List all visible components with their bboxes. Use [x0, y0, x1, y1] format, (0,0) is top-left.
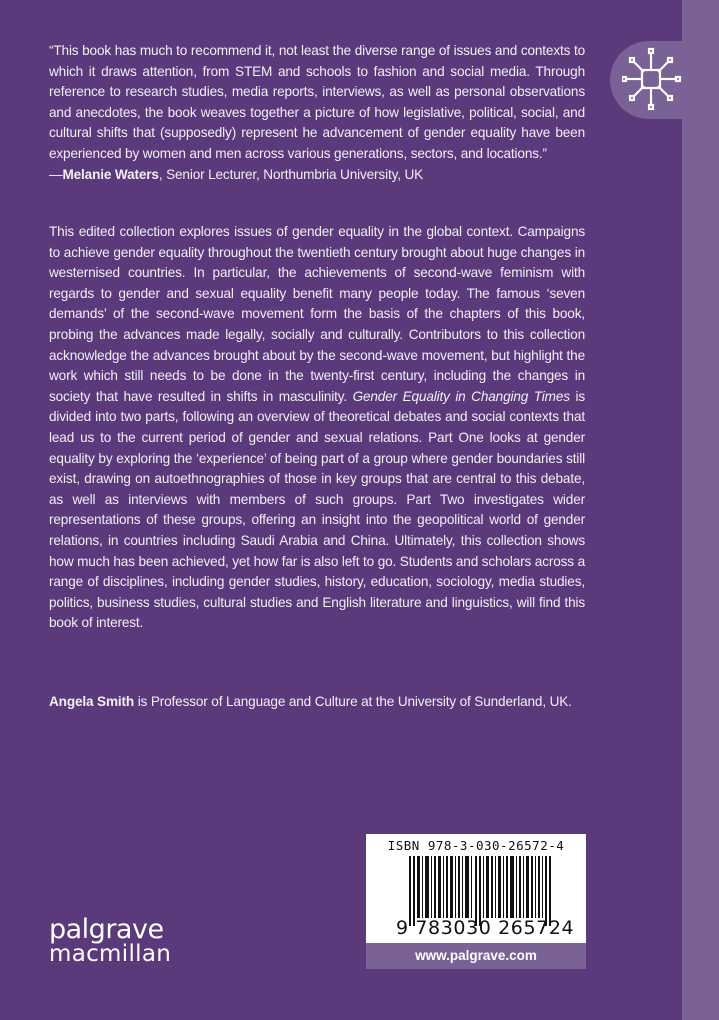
- quote-attribution-name: Melanie Waters: [62, 166, 159, 182]
- quote-attribution-role: , Senior Lecturer, Northumbria University, UK: [158, 166, 424, 182]
- isbn-label: ISBN 978-3-030-26572-4: [387, 838, 565, 853]
- publisher-logo: [49, 914, 172, 967]
- author-bio: [49, 692, 585, 713]
- logo-line-palgrave: palgrave: [49, 914, 164, 945]
- quote-dash: —: [49, 166, 63, 182]
- circuit-chip-icon: [622, 45, 682, 115]
- logo-line-macmillan: macmillan: [49, 941, 172, 967]
- description-part1: This edited collection explores issues of gender equality in the global context. Campaigns to achieve gender equality throughout the twentieth century brought about huge changes in westernised countries. In particular, the achievements of second-wave feminism with regards to gender and sexual equality benefit many people today. The famous ‘seven demands’ of the second-wave movement form the basis of the chapters of this book, probing the advances made legally, socially and culturally. Contributors to this collection acknowledge the advances brought about by the second-wave movement, but highlight the work which still needs to be done in the twenty-first century, including the changes in society that have resulted in shifts in masculinity.: [49, 224, 585, 404]
- book-description: [49, 222, 585, 634]
- book-title-italic: Gender Equality in Changing Times: [352, 388, 570, 404]
- endorsement-quote: [49, 41, 585, 185]
- description-part2: is divided into two parts, following an overview of theoretical debates and social contexts that lead us to the current period of gender and sexual relations. Part One looks at gender equality by exploring the ‘experience’ of being part of a group where gender boundaries still exist, drawing on autoethnographies of those in key groups that are central to this debate, as well as interviews with members of such groups. Part Two investigates wider representations of these groups, offering an insight into the geopolitical world of gender relations, in countries including Saudi Arabia and China. Ultimately, this collection shows how much has been achieved, yet how far is also left to go. Students and scholars across a range of disciplines, including gender studies, history, education, sociology, media studies, politics, business studies, cultural studies and English literature and linguistics, will find this book of interest.: [49, 388, 585, 631]
- author-bio-text: is Professor of Language and Culture at the University of Sunderland, UK.: [134, 694, 572, 709]
- author-name: Angela Smith: [49, 694, 135, 709]
- ean-digits: 9 783030 265724: [396, 917, 575, 939]
- barcode-bars: [409, 856, 551, 926]
- series-tab: [610, 41, 719, 119]
- publisher-url: www.palgrave.com: [366, 943, 586, 969]
- spine-strip: [682, 0, 719, 1020]
- barcode-box: [366, 834, 586, 943]
- quote-text: “This book has much to recommend it, not least the diverse range of issues and contexts to which it draws attention, from STEM and schools to fashion and social media. Through reference to research studies, media reports, interviews, as well as personal observations and anecdotes, the book weaves together a picture of how legislative, political, social, and cultural shifts that (supposedly) represent he advancement of gender equality have been experienced by women and men across various generations, sectors, and locations.”: [49, 43, 585, 161]
